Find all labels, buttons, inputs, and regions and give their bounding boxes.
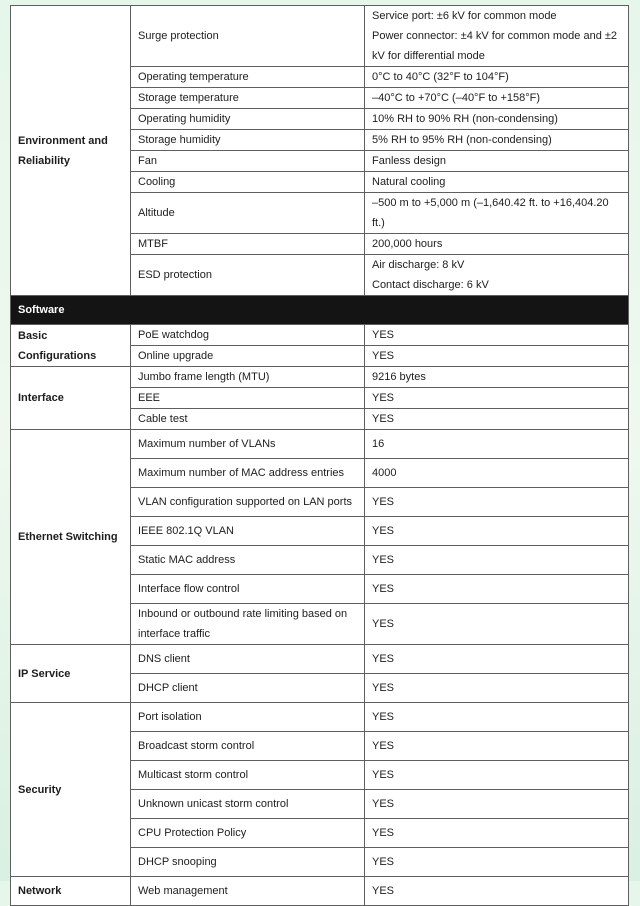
value-multicast-storm-control: YES	[365, 761, 629, 790]
value-vlan-configuration-supported-on-lan-ports: YES	[365, 488, 629, 517]
feature-cable-test: Cable test	[131, 409, 365, 430]
feature-altitude: Altitude	[131, 193, 365, 234]
value-broadcast-storm-control: YES	[365, 732, 629, 761]
value-esd-protection	[365, 255, 629, 296]
feature-inbound-or-outbound-rate-limiting-based-on-interface-traffic-line: interface traffic	[138, 628, 210, 640]
feature-mtbf: MTBF	[131, 234, 365, 255]
feature-vlan-configuration-supported-on-lan-ports: VLAN configuration supported on LAN ports	[131, 488, 365, 517]
value-unknown-unicast-storm-control: YES	[365, 790, 629, 819]
category-security: Security	[11, 703, 131, 877]
value-interface-flow-control: YES	[365, 575, 629, 604]
value-eee: YES	[365, 388, 629, 409]
value-inbound-or-outbound-rate-limiting-based-on-interface-traffic: YES	[365, 604, 629, 645]
value-operating-humidity: 10% RH to 90% RH (non-condensing)	[365, 109, 629, 130]
table-row	[11, 703, 629, 732]
value-fan: Fanless design	[365, 151, 629, 172]
feature-maximum-number-of-mac-address-entries: Maximum number of MAC address entries	[131, 459, 365, 488]
feature-ieee-802-1q-vlan: IEEE 802.1Q VLAN	[131, 517, 365, 546]
value-surge-protection	[365, 6, 629, 67]
table-row	[11, 430, 629, 459]
value-ieee-802-1q-vlan: YES	[365, 517, 629, 546]
category-interface: Interface	[11, 367, 131, 430]
feature-multicast-storm-control: Multicast storm control	[131, 761, 365, 790]
value-maximum-number-of-vlans: 16	[365, 430, 629, 459]
category-basic-configurations: Basic Configurations	[11, 325, 131, 367]
feature-inbound-or-outbound-rate-limiting-based-on-interface-traffic	[131, 604, 365, 645]
value-dhcp-snooping: YES	[365, 848, 629, 877]
feature-eee: EEE	[131, 388, 365, 409]
value-web-management: YES	[365, 877, 629, 906]
feature-maximum-number-of-vlans: Maximum number of VLANs	[131, 430, 365, 459]
value-cpu-protection-policy: YES	[365, 819, 629, 848]
feature-fan: Fan	[131, 151, 365, 172]
value-dhcp-client: YES	[365, 674, 629, 703]
value-surge-protection-line: kV for differential mode	[372, 50, 485, 62]
section-header-software: Software	[11, 296, 629, 325]
table-row	[11, 645, 629, 674]
value-surge-protection-line: Service port: ±6 kV for common mode	[372, 10, 557, 22]
feature-static-mac-address: Static MAC address	[131, 546, 365, 575]
feature-storage-humidity: Storage humidity	[131, 130, 365, 151]
feature-port-isolation: Port isolation	[131, 703, 365, 732]
feature-surge-protection: Surge protection	[131, 6, 365, 67]
table-row	[11, 325, 629, 346]
value-cooling: Natural cooling	[365, 172, 629, 193]
value-online-upgrade: YES	[365, 346, 629, 367]
value-static-mac-address: YES	[365, 546, 629, 575]
feature-storage-temperature: Storage temperature	[131, 88, 365, 109]
value-jumbo-frame-length-mtu: 9216 bytes	[365, 367, 629, 388]
feature-inbound-or-outbound-rate-limiting-based-on-interface-traffic-line: Inbound or outbound rate limiting based on	[138, 608, 348, 620]
value-port-isolation: YES	[365, 703, 629, 732]
value-esd-protection-line: Contact discharge: 6 kV	[372, 279, 489, 291]
value-storage-humidity: 5% RH to 95% RH (non-condensing)	[365, 130, 629, 151]
feature-unknown-unicast-storm-control: Unknown unicast storm control	[131, 790, 365, 819]
table-row	[11, 6, 629, 67]
category-environment-and-reliability: Environment and Reliability	[11, 6, 131, 296]
spec-table-body	[11, 6, 629, 906]
value-poe-watchdog: YES	[365, 325, 629, 346]
value-dns-client: YES	[365, 645, 629, 674]
spec-table	[10, 5, 629, 906]
value-altitude: –500 m to +5,000 m (–1,640.42 ft. to +16,404.20 ft.)	[365, 193, 629, 234]
value-maximum-number-of-mac-address-entries: 4000	[365, 459, 629, 488]
feature-operating-humidity: Operating humidity	[131, 109, 365, 130]
category-network: Network	[11, 877, 131, 906]
feature-dhcp-client: DHCP client	[131, 674, 365, 703]
value-storage-temperature: –40°C to +70°C (–40°F to +158°F)	[365, 88, 629, 109]
value-surge-protection-line: Power connector: ±4 kV for common mode and ±2	[372, 30, 618, 42]
section-header-row	[11, 296, 629, 325]
feature-poe-watchdog: PoE watchdog	[131, 325, 365, 346]
feature-cpu-protection-policy: CPU Protection Policy	[131, 819, 365, 848]
category-ethernet-switching: Ethernet Switching	[11, 430, 131, 645]
value-operating-temperature: 0°C to 40°C (32°F to 104°F)	[365, 67, 629, 88]
feature-broadcast-storm-control: Broadcast storm control	[131, 732, 365, 761]
feature-operating-temperature: Operating temperature	[131, 67, 365, 88]
feature-online-upgrade: Online upgrade	[131, 346, 365, 367]
table-row	[11, 367, 629, 388]
feature-cooling: Cooling	[131, 172, 365, 193]
feature-esd-protection: ESD protection	[131, 255, 365, 296]
value-esd-protection-line: Air discharge: 8 kV	[372, 259, 465, 271]
category-ip-service: IP Service	[11, 645, 131, 703]
feature-web-management: Web management	[131, 877, 365, 906]
feature-interface-flow-control: Interface flow control	[131, 575, 365, 604]
value-mtbf: 200,000 hours	[365, 234, 629, 255]
feature-jumbo-frame-length-mtu: Jumbo frame length (MTU)	[131, 367, 365, 388]
feature-dhcp-snooping: DHCP snooping	[131, 848, 365, 877]
value-cable-test: YES	[365, 409, 629, 430]
feature-dns-client: DNS client	[131, 645, 365, 674]
